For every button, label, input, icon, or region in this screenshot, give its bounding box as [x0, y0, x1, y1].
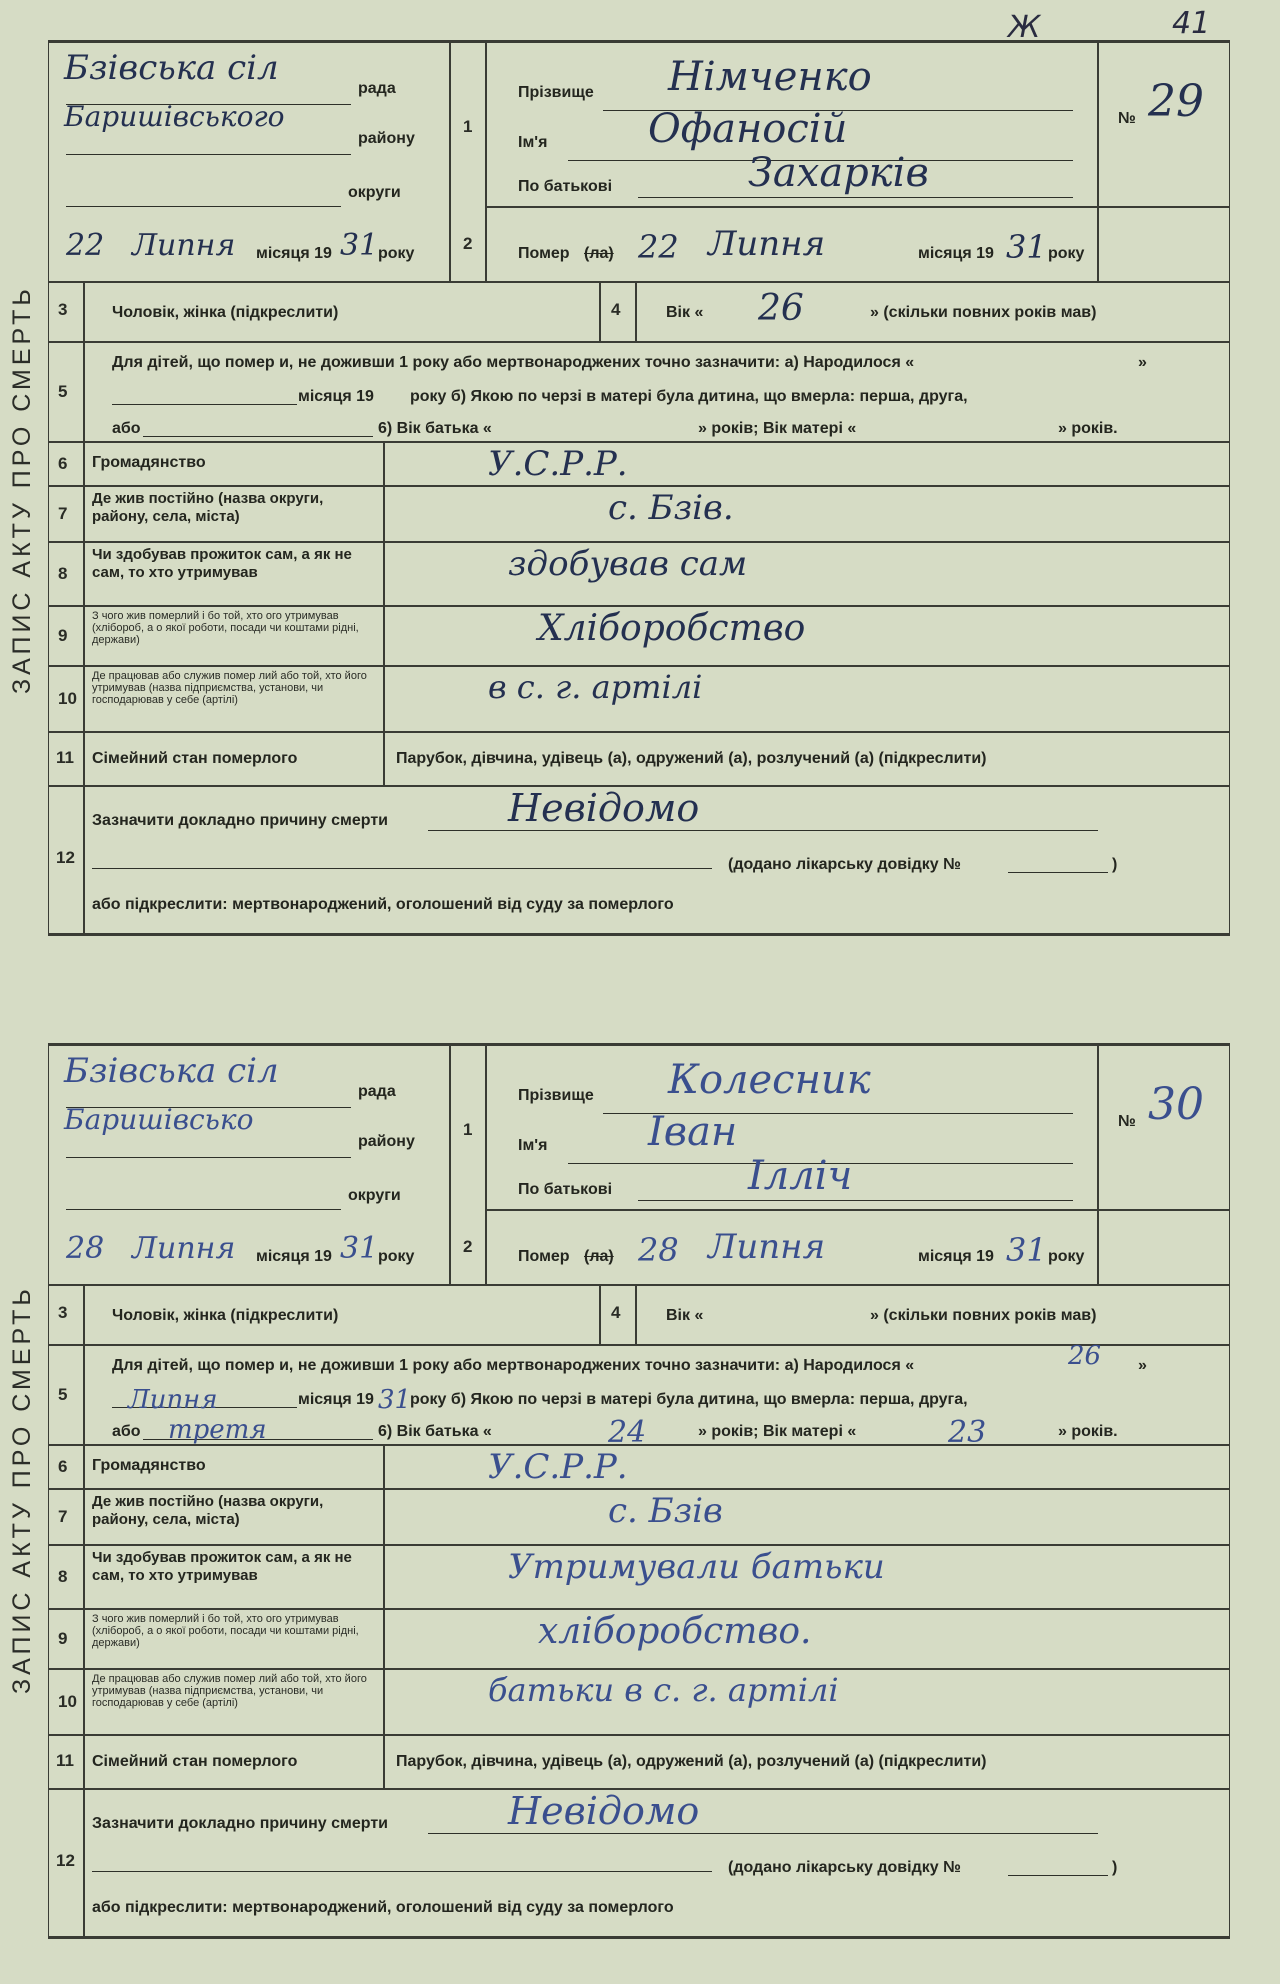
rayon-value: Баришівського [64, 100, 285, 133]
side-title-2: ЗАПИС АКТУ ПРО СМЕРТЬ [8, 1285, 36, 1695]
roku-label: року [378, 245, 415, 262]
children-line3d: » років. [1058, 1423, 1118, 1440]
row-value-cell [384, 1489, 1230, 1545]
row-number: 1 [463, 1120, 473, 1139]
row-number: 10 [58, 689, 77, 708]
children-line2a: місяця 19 [298, 1391, 374, 1408]
attached-label: (додано лікарську довідку № [728, 856, 961, 873]
rada-value: Бзівська сіл [64, 48, 279, 88]
row-number: 9 [58, 1629, 68, 1648]
death-record-2 [48, 1043, 1230, 1939]
patronymic-label: По батькові [518, 1181, 613, 1198]
children-line2b: року б) Якою по черзі в матері була дитина, що вмерла: перша, друга, [410, 388, 968, 405]
died-suffix-label: (ла) [584, 245, 614, 262]
patronymic-value: Ілліч [748, 1153, 853, 1199]
row-number: 11 [56, 748, 74, 767]
first-name-value: Офаносій [648, 106, 848, 152]
record-number-value: 30 [1148, 1079, 1204, 1130]
or-underline-label: або підкреслити: мертвонароджений, оголошений від суду за померлого [92, 1899, 674, 1916]
row-value-chy_zdobuvav: здобував сам [508, 544, 748, 584]
death-month-year-label: місяця 19 [918, 1248, 994, 1265]
child-month-underline [112, 404, 297, 405]
children-line3b: 6) Вік батька « [378, 420, 492, 437]
died-label: Помер [518, 245, 570, 262]
row-label-de_pratsyuvav: Де працював або служив помер лий або той, хто його утримував (назва підприємства, установи, чи господарював у себе (артілі) [92, 670, 367, 706]
cause-value: Невідомо [508, 1789, 700, 1833]
month-value: Липня [132, 228, 236, 263]
row-number: 12 [56, 848, 75, 867]
row-number: 4 [611, 300, 621, 319]
children-line3d: » років. [1058, 420, 1118, 437]
cause-underline-2 [92, 1871, 712, 1872]
name-label: Ім'я [518, 1137, 548, 1154]
row-label-de_zhyv: Де жив постійно (назва округи, району, села, міста) [92, 490, 324, 525]
cause-underline-1 [428, 1833, 1098, 1834]
row-number: 2 [463, 234, 473, 253]
row-label-z_choho: З чого жив померлий і бо той, хто ого утримував (хлібороб, а о якої роботи, посади чи коштами рідні, держави) [92, 1613, 359, 1649]
attached-number-underline [1008, 1875, 1108, 1876]
rayon-underline [66, 154, 351, 155]
sheet-mark: Ж [1008, 10, 1041, 45]
row-number: 3 [58, 300, 68, 319]
or-underline-label: або підкреслити: мертвонароджений, оголошений від суду за померлого [92, 896, 674, 913]
father-age-value: 24 [608, 1415, 647, 1450]
row-number: 10 [58, 1692, 77, 1711]
row-label-chy_zdobuvav: Чи здобував прожиток сам, а як не сам, то хто утримував [92, 546, 352, 581]
row-label-hromadyanstvo: Громадянство [92, 454, 206, 471]
year-value: 31 [340, 1231, 379, 1266]
age-label: Вік « [666, 1307, 704, 1324]
death-month-year-label: місяця 19 [918, 245, 994, 262]
month-value: Липня [132, 1231, 236, 1266]
row-label-de_zhyv: Де жив постійно (назва округи, району, села, міста) [92, 1493, 324, 1528]
row-value-hromadyanstvo: У.С.Р.Р. [488, 1447, 628, 1487]
cause-value: Невідомо [508, 786, 700, 830]
attached-number-underline [1008, 872, 1108, 873]
rayon-label: району [358, 1133, 415, 1150]
patronymic-underline [638, 197, 1073, 198]
attached-label: (додано лікарську довідку № [728, 1859, 961, 1876]
row-number: 9 [58, 626, 68, 645]
child-month-value: Липня [128, 1385, 218, 1415]
age-tail-label: » (скільки повних років мав) [870, 304, 1097, 321]
marital-options: Парубок, дівчина, удівець (а), одружений (а), розлучений (а) (підкреслити) [396, 1753, 987, 1770]
rayon-value: Баришівсько [64, 1103, 254, 1136]
children-line2a: місяця 19 [298, 388, 374, 405]
children-line3c: » років; Вік матері « [698, 420, 857, 437]
okruha-label: округи [348, 184, 401, 201]
rada-label: рада [358, 1083, 396, 1100]
row-number: 12 [56, 1851, 75, 1870]
marital-options: Парубок, дівчина, удівець (а), одружений (а), розлучений (а) (підкреслити) [396, 750, 987, 767]
died-suffix-label: (ла) [584, 1248, 614, 1265]
row-label-de_pratsyuvav: Де працював або служив помер лий або той, хто його утримував (назва підприємства, установи, чи господарював у себе (артілі) [92, 1673, 367, 1709]
children-line1-end: » [1138, 354, 1147, 371]
page-number: 41 [1172, 6, 1211, 41]
number-label: № [1118, 1113, 1136, 1130]
row-number: 8 [58, 564, 68, 583]
row-value-z_choho: Хліборобство [538, 608, 806, 649]
death-roku-label: року [1048, 245, 1085, 262]
age-tail-label: » (скільки повних років мав) [870, 1307, 1097, 1324]
row-number: 6 [58, 454, 68, 473]
mother-age-value: 23 [948, 1415, 987, 1450]
attached-end: ) [1112, 856, 1118, 873]
death-record-1 [48, 40, 1230, 936]
row-number: 7 [58, 1507, 68, 1526]
rayon-underline [66, 1157, 351, 1158]
death-roku-label: року [1048, 1248, 1085, 1265]
okruha-label: округи [348, 1187, 401, 1204]
row-number: 6 [58, 1457, 68, 1476]
row-value-de_pratsyuvav: батьки в с. г. артілі [488, 1671, 839, 1709]
patronymic-underline [638, 1200, 1073, 1201]
child-order-value: третя [168, 1415, 267, 1445]
children-line3a: або [112, 1423, 141, 1440]
row-value-cell [384, 606, 1230, 666]
row-value-chy_zdobuvav: Утримували батьки [508, 1547, 885, 1587]
year-value: 31 [340, 228, 379, 263]
children-line3b: 6) Вік батька « [378, 1423, 492, 1440]
gender-label: Чоловік, жінка (підкреслити) [112, 1307, 339, 1324]
children-line3a: або [112, 420, 141, 437]
rada-label: рада [358, 80, 396, 97]
children-line3c: » років; Вік матері « [698, 1423, 857, 1440]
child-year-value: 31 [378, 1385, 412, 1415]
row-value-de_zhyv: с. Бзів [608, 1491, 723, 1531]
row-number: 5 [58, 382, 68, 401]
age-label: Вік « [666, 304, 704, 321]
death-year-value: 31 [1006, 228, 1047, 266]
marital-label: Сімейний стан померлого [92, 750, 298, 767]
gender-label: Чоловік, жінка (підкреслити) [112, 304, 339, 321]
row-label-z_choho: З чого жив померлий і бо той, хто ого утримував (хлібороб, а о якої роботи, посади чи коштами рідні, держави) [92, 610, 359, 646]
death-day-value: 28 [638, 1231, 679, 1269]
child-born-value: 26 [1068, 1341, 1102, 1371]
blank-box [1098, 207, 1230, 282]
row-label-hromadyanstvo: Громадянство [92, 1457, 206, 1474]
surname-value: Німченко [668, 54, 872, 100]
surname-label: Прізвище [518, 84, 594, 101]
row-value-hromadyanstvo: У.С.Р.Р. [488, 444, 628, 484]
row-number: 7 [58, 504, 68, 523]
children-line1: Для дітей, що помер и, не доживши 1 року або мертвонароджених точно зазначити: а) Народилося « [112, 1357, 915, 1374]
row-number: 11 [56, 1751, 74, 1770]
day-value: 22 [66, 228, 105, 263]
row-value-de_pratsyuvav: в с. г. артілі [488, 668, 703, 706]
death-day-value: 22 [638, 228, 679, 266]
died-label: Помер [518, 1248, 570, 1265]
day-value: 28 [66, 1231, 105, 1266]
row-number: 3 [58, 1303, 68, 1322]
row-number: 4 [611, 1303, 621, 1322]
number-label: № [1118, 110, 1136, 127]
patronymic-label: По батькові [518, 178, 613, 195]
death-year-value: 31 [1006, 1231, 1047, 1269]
roku-label: року [378, 1248, 415, 1265]
side-title-1: ЗАПИС АКТУ ПРО СМЕРТЬ [8, 285, 36, 695]
okruha-underline [66, 1209, 341, 1210]
children-line2b: року б) Якою по черзі в матері була дитина, що вмерла: перша, друга, [410, 1391, 968, 1408]
death-month-value: Липня [708, 1227, 826, 1267]
cause-underline-1 [428, 830, 1098, 831]
children-line1-end: » [1138, 1357, 1147, 1374]
row-number: 1 [463, 117, 473, 136]
row-number: 8 [58, 1567, 68, 1586]
okruha-underline [66, 206, 341, 207]
child-order-underline [143, 436, 373, 437]
rayon-label: району [358, 130, 415, 147]
blank-box [1098, 1210, 1230, 1285]
age-value: 26 [758, 288, 804, 329]
surname-label: Прізвище [518, 1087, 594, 1104]
cause-underline-2 [92, 868, 712, 869]
row-label-chy_zdobuvav: Чи здобував прожиток сам, а як не сам, то хто утримував [92, 1549, 352, 1584]
attached-end: ) [1112, 1859, 1118, 1876]
row-value-cell [384, 486, 1230, 542]
cause-label: Зазначити докладно причину смерти [92, 812, 388, 829]
row-value-de_zhyv: с. Бзів. [608, 488, 734, 528]
name-label: Ім'я [518, 134, 548, 151]
first-name-value: Іван [648, 1109, 738, 1155]
row-number: 5 [58, 1385, 68, 1404]
record-number-value: 29 [1148, 76, 1204, 127]
rada-value: Бзівська сіл [64, 1051, 279, 1091]
marital-label: Сімейний стан померлого [92, 1753, 298, 1770]
row-number: 2 [463, 1237, 473, 1256]
surname-value: Колесник [668, 1057, 871, 1103]
month-year-label: місяця 19 [256, 245, 332, 262]
row-value-z_choho: хліборобство. [538, 1611, 812, 1652]
month-year-label: місяця 19 [256, 1248, 332, 1265]
children-line1: Для дітей, що помер и, не доживши 1 року або мертвонароджених точно зазначити: а) Народилося « [112, 354, 915, 371]
death-month-value: Липня [708, 224, 826, 264]
cause-label: Зазначити докладно причину смерти [92, 1815, 388, 1832]
patronymic-value: Захарків [748, 150, 929, 196]
